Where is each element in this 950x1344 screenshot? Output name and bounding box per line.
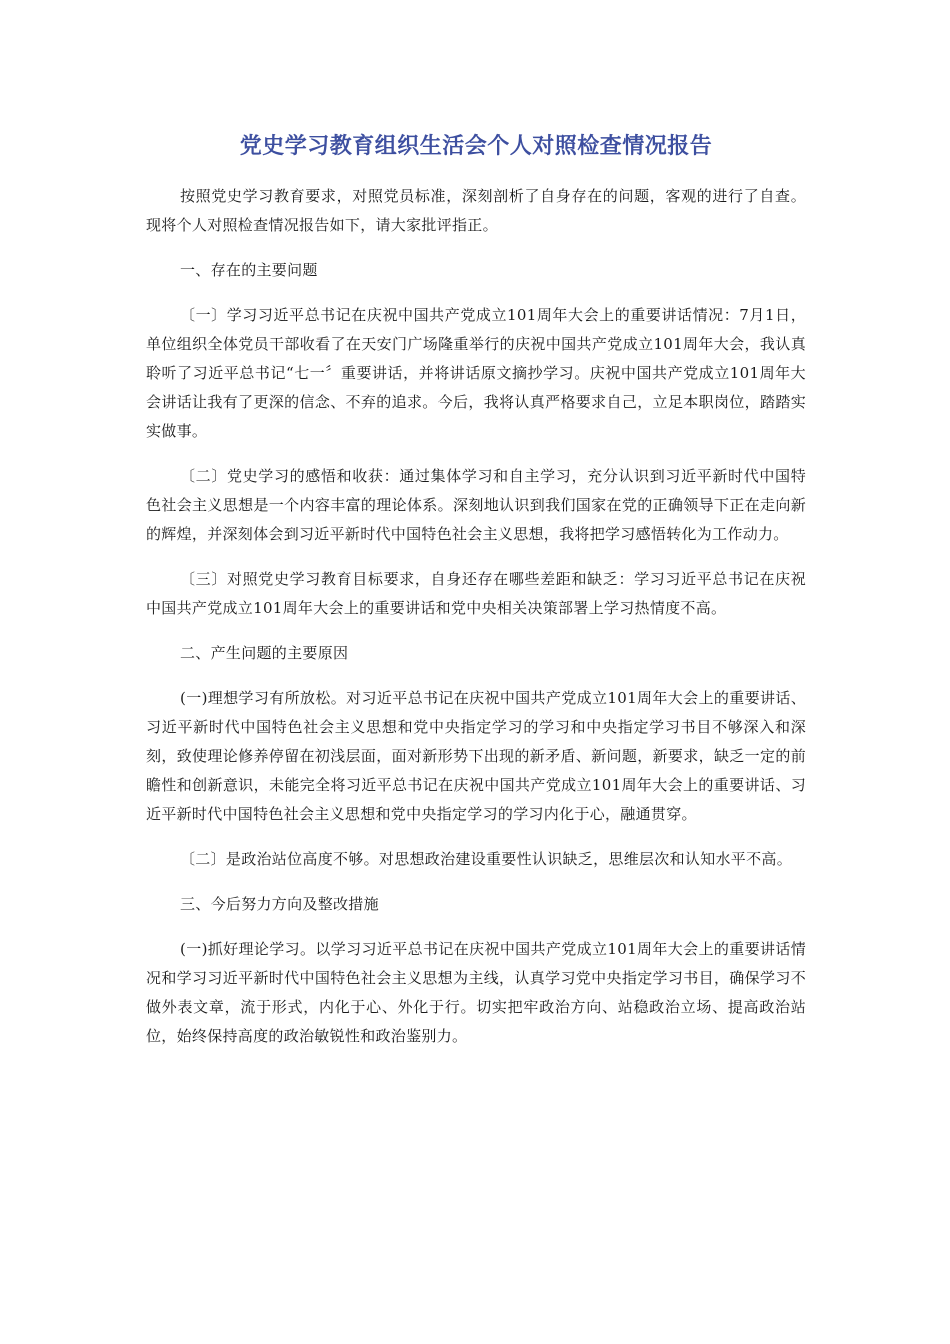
intro-paragraph: 按照党史学习教育要求，对照党员标准，深刻剖析了自身存在的问题，客观的进行了自查。现将个人对照检查情况报告如下，请大家批评指正。 — [146, 187, 806, 234]
section1-paragraph-2: 〔二〕党史学习的感悟和收获：通过集体学习和自主学习，充分认识到习近平新时代中国特色社会主义思想是一个内容丰富的理论体系。深刻地认识到我们国家在党的正确领导下正在走向新的辉煌，并深刻体会到习近平新时代中国特色社会主义思想，我将把学习感悟转化为工作动力。 — [146, 467, 806, 543]
document-title: 党史学习教育组织生活会个人对照检查情况报告 — [239, 134, 713, 159]
section1-paragraph-3: 〔三〕对照党史学习教育目标要求，自身还存在哪些差距和缺乏：学习习近平总书记在庆祝中国共产党成立101周年大会上的重要讲话和党中央相关决策部署上学习热情度不高。 — [146, 570, 806, 617]
section-heading-1: 一、存在的主要问题 — [180, 261, 318, 279]
section-heading-2: 二、产生问题的主要原因 — [180, 644, 349, 662]
document-page — [146, 130, 806, 1067]
section2-paragraph-1: (一)理想学习有所放松。对习近平总书记在庆祝中国共产党成立101周年大会上的重要讲话、习近平新时代中国特色社会主义思想和党中央指定学习的学习和中央指定学习书目不够深入和深刻，致使理论修养停留在初浅层面，面对新形势下出现的新矛盾、新问题，新要求，缺乏一定的前瞻性和创新意识，未能完全将习近平总书记在庆祝中国共产党成立101周年大会上的重要讲话、习近平新时代中国特色社会主义思想和党中央指定学习的学习内化于心，融通贯穿。 — [146, 689, 806, 823]
section-heading-3: 三、今后努力方向及整改措施 — [180, 895, 379, 913]
section1-paragraph-1: 〔一〕学习习近平总书记在庆祝中国共产党成立101周年大会上的重要讲话情况：7月1日，单位组织全体党员干部收看了在天安门广场隆重举行的庆祝中国共产党成立101周年大会，我认真聆听了习近平总书记“七一〞重要讲话，并将讲话原文摘抄学习。庆祝中国共产党成立101周年大会讲话让我有了更深的信念、不弃的追求。今后，我将认真严格要求自己，立足本职岗位，踏踏实实做事。 — [146, 306, 806, 440]
section3-paragraph-1: (一)抓好理论学习。以学习习近平总书记在庆祝中国共产党成立101周年大会上的重要讲话情况和学习习近平新时代中国特色社会主义思想为主线，认真学习党中央指定学习书目，确保学习不做外表文章，流于形式，内化于心、外化于行。切实把牢政治方向、站稳政治立场、提高政治站位，始终保持高度的政治敏锐性和政治鉴别力。 — [146, 940, 806, 1045]
section2-paragraph-2: 〔二〕是政治站位高度不够。对思想政治建设重要性认识缺乏，思维层次和认知水平不高。 — [180, 850, 793, 868]
